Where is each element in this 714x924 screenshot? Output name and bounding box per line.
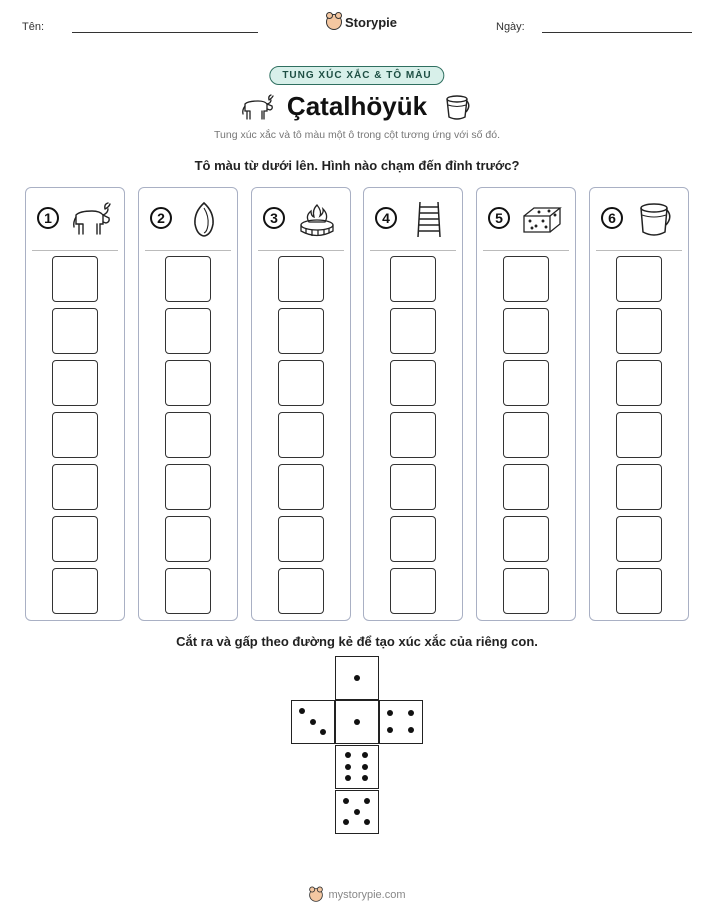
coloring-instruction: Tô màu từ dưới lên. Hình nào chạm đến đỉnh trước? <box>194 158 520 173</box>
column-4 <box>363 187 463 621</box>
die-pip <box>354 675 360 681</box>
color-box[interactable] <box>390 360 436 406</box>
die-pip <box>354 809 360 815</box>
column-header <box>252 188 350 250</box>
brick-icon <box>521 200 563 238</box>
column-number: 6 <box>601 207 623 229</box>
color-box[interactable] <box>278 308 324 354</box>
color-box[interactable] <box>165 412 211 458</box>
column-number: 3 <box>263 207 285 229</box>
color-box[interactable] <box>165 568 211 614</box>
color-box[interactable] <box>52 516 98 562</box>
color-box[interactable] <box>616 360 662 406</box>
bucket-icon <box>634 200 676 238</box>
color-box[interactable] <box>278 360 324 406</box>
column-divider <box>145 250 231 251</box>
name-line[interactable] <box>72 32 258 33</box>
column-6 <box>589 187 689 621</box>
bull-icon <box>70 200 112 238</box>
color-box[interactable] <box>165 464 211 510</box>
page-title: Çatalhöyük <box>286 91 428 121</box>
column-header <box>139 188 237 250</box>
column-header <box>26 188 124 250</box>
color-box[interactable] <box>52 568 98 614</box>
color-box[interactable] <box>616 308 662 354</box>
color-box[interactable] <box>165 308 211 354</box>
column-divider <box>32 250 118 251</box>
footer-url[interactable]: mystorypie.com <box>328 889 406 901</box>
color-box[interactable] <box>503 360 549 406</box>
color-box[interactable] <box>390 412 436 458</box>
color-box[interactable] <box>52 464 98 510</box>
die-pip <box>387 710 393 716</box>
color-box[interactable] <box>165 256 211 302</box>
color-box[interactable] <box>278 464 324 510</box>
color-box[interactable] <box>616 568 662 614</box>
die-pip <box>364 798 370 804</box>
color-box[interactable] <box>616 464 662 510</box>
die-face-bottom <box>335 790 379 834</box>
die-face-top <box>335 656 379 700</box>
color-box[interactable] <box>52 308 98 354</box>
color-box[interactable] <box>278 516 324 562</box>
activity-badge: TUNG XÚC XẮC & TÔ MÀU <box>269 66 444 85</box>
color-box[interactable] <box>390 256 436 302</box>
color-box[interactable] <box>503 464 549 510</box>
color-box[interactable] <box>165 516 211 562</box>
bear-logo-icon <box>310 888 324 902</box>
die-pip <box>345 764 351 770</box>
color-box[interactable] <box>52 360 98 406</box>
brand-name: Storypie <box>345 14 398 30</box>
column-1 <box>25 187 125 621</box>
bear-logo-icon <box>326 14 342 30</box>
color-box[interactable] <box>390 516 436 562</box>
date-line[interactable] <box>542 32 692 33</box>
die-face-center <box>335 700 379 744</box>
column-number: 2 <box>150 207 172 229</box>
column-divider <box>370 250 456 251</box>
color-box[interactable] <box>390 308 436 354</box>
column-divider <box>596 250 682 251</box>
die-pip <box>408 710 414 716</box>
die-pip <box>320 729 326 735</box>
subtitle: Tung xúc xắc và tô màu một ô trong cột tương ứng với số đó. <box>214 129 500 141</box>
color-box[interactable] <box>278 412 324 458</box>
die-pip <box>362 764 368 770</box>
cut-instruction: Cắt ra và gấp theo đường kẻ để tạo xúc xắc của riêng con. <box>176 634 538 649</box>
column-number: 4 <box>375 207 397 229</box>
die-pip <box>345 775 351 781</box>
color-box[interactable] <box>52 412 98 458</box>
column-header <box>590 188 688 250</box>
color-box[interactable] <box>616 516 662 562</box>
color-box[interactable] <box>390 568 436 614</box>
color-box[interactable] <box>616 256 662 302</box>
name-label: Tên: <box>22 21 45 33</box>
die-pip <box>387 727 393 733</box>
column-divider <box>483 250 569 251</box>
fire-pit-icon <box>296 200 338 238</box>
color-box[interactable] <box>278 256 324 302</box>
color-box[interactable] <box>503 308 549 354</box>
color-box[interactable] <box>616 412 662 458</box>
color-box[interactable] <box>503 516 549 562</box>
column-header <box>364 188 462 250</box>
seed-icon <box>183 200 225 238</box>
die-pip <box>364 819 370 825</box>
column-3 <box>251 187 351 621</box>
color-box[interactable] <box>503 256 549 302</box>
footer <box>0 887 714 903</box>
color-box[interactable] <box>503 568 549 614</box>
column-5 <box>476 187 576 621</box>
brand-logo <box>326 14 397 30</box>
color-box[interactable] <box>390 464 436 510</box>
color-box[interactable] <box>165 360 211 406</box>
color-box[interactable] <box>52 256 98 302</box>
column-header <box>477 188 575 250</box>
date-label: Ngày: <box>496 21 525 33</box>
die-pip <box>343 798 349 804</box>
die-pip <box>345 752 351 758</box>
die-face-right <box>379 700 423 744</box>
die-pip <box>362 775 368 781</box>
die-pip <box>310 719 316 725</box>
color-box[interactable] <box>503 412 549 458</box>
column-number: 1 <box>37 207 59 229</box>
column-number: 5 <box>488 207 510 229</box>
die-pip <box>343 819 349 825</box>
column-divider <box>258 250 344 251</box>
die-face-left <box>291 700 335 744</box>
die-pip <box>408 727 414 733</box>
die-pip <box>362 752 368 758</box>
die-pip <box>299 708 305 714</box>
color-box[interactable] <box>278 568 324 614</box>
die-pip <box>354 719 360 725</box>
bucket-icon <box>442 92 472 122</box>
column-2 <box>138 187 238 621</box>
ladder-icon <box>408 200 450 238</box>
dice-net[interactable] <box>291 656 425 836</box>
die-face-lower <box>335 745 379 789</box>
